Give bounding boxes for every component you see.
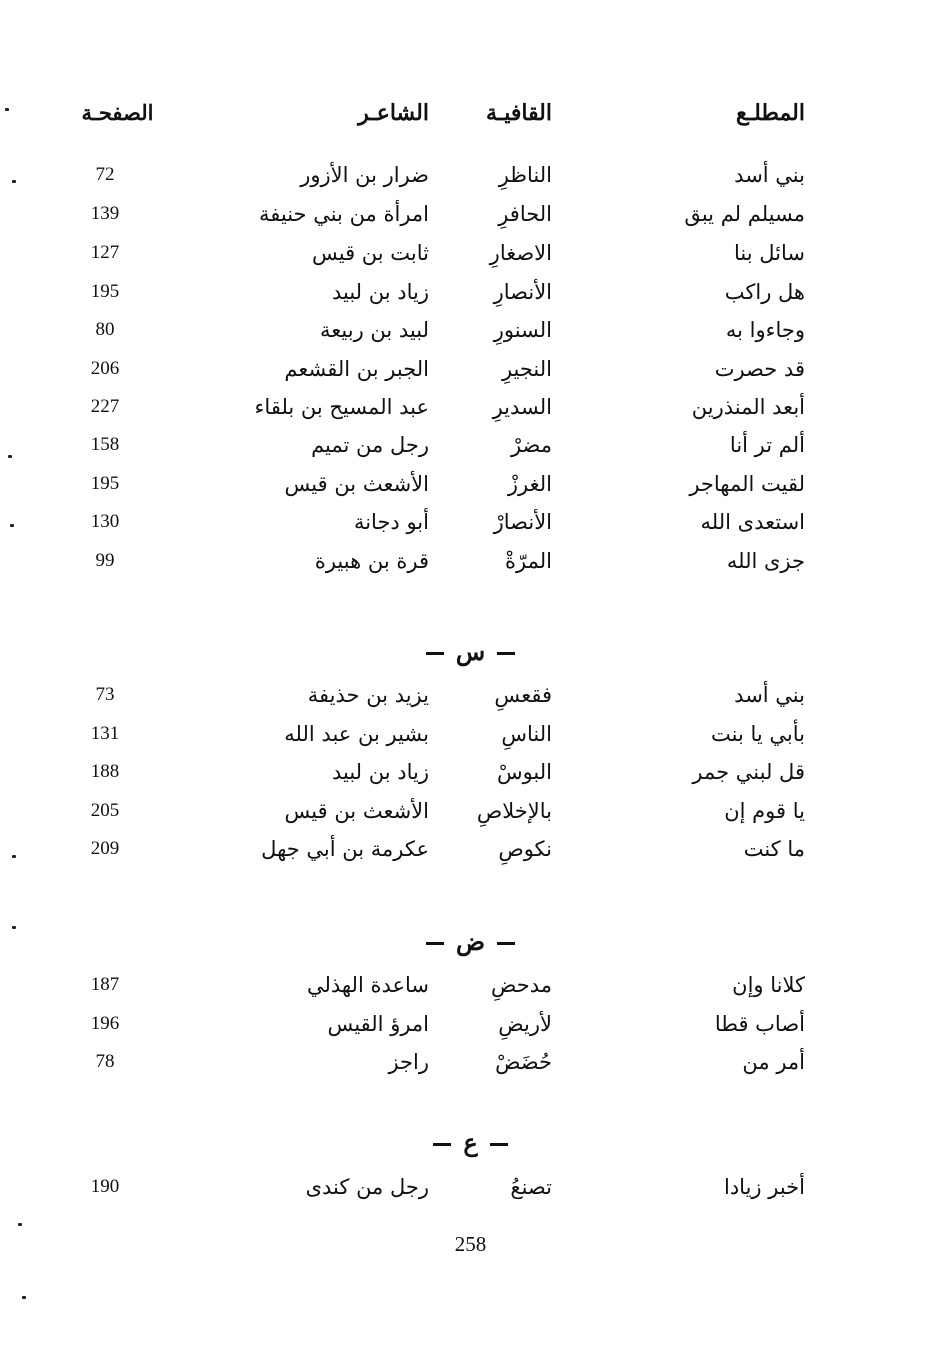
page-cell: 187 — [90, 974, 120, 995]
dash — [426, 942, 444, 945]
table-row — [0, 352, 941, 386]
header-qafia: القافيـة — [485, 100, 552, 126]
header-matla: المطلـع — [735, 100, 805, 126]
matla-cell: كلانا وإن — [732, 973, 805, 997]
scan-speck — [18, 1223, 22, 1226]
poet-cell: ثابت بن قيس — [311, 241, 429, 265]
section-heading — [0, 927, 941, 956]
page-cell: 72 — [95, 164, 115, 185]
scan-speck — [12, 855, 16, 858]
table-row — [0, 1007, 941, 1041]
poet-cell: زياد بن لبيد — [331, 760, 429, 784]
qafia-cell: الغرزْ — [507, 472, 552, 496]
matla-cell: أبعد المنذرين — [691, 395, 805, 419]
section-letter: ض — [455, 927, 485, 956]
section-heading — [0, 1128, 941, 1157]
matla-cell: مسيلم لم يبق — [684, 202, 805, 226]
poet-cell: الأشعث بن قيس — [284, 472, 429, 496]
matla-cell: بني أسد — [734, 163, 805, 187]
table-row — [0, 158, 941, 192]
page-cell: 209 — [90, 838, 120, 859]
poet-cell: الجبر بن القشعم — [284, 357, 429, 381]
qafia-cell: النجيرِ — [501, 357, 552, 381]
qafia-cell: لأريضِ — [498, 1012, 552, 1036]
poet-cell: يزيد بن حذيفة — [307, 683, 429, 707]
qafia-cell: حُضَضْ — [495, 1050, 552, 1074]
page-cell: 131 — [90, 723, 120, 744]
table-row — [0, 505, 941, 539]
poet-cell: زياد بن لبيد — [331, 280, 429, 304]
page-cell: 99 — [95, 550, 115, 571]
qafia-cell: السنورِ — [493, 318, 552, 342]
poet-cell: امرأة من بني حنيفة — [259, 202, 429, 226]
qafia-cell: تصنعُ — [510, 1175, 552, 1199]
page-cell: 158 — [90, 434, 120, 455]
dash — [426, 652, 444, 655]
scan-speck — [8, 455, 12, 458]
poet-cell: رجل من تميم — [311, 433, 429, 457]
table-row — [0, 968, 941, 1002]
matla-cell: بني أسد — [734, 683, 805, 707]
table-header — [0, 96, 941, 130]
page-number: 258 — [454, 1232, 487, 1256]
dash — [497, 942, 515, 945]
qafia-cell: الاصغارِ — [489, 241, 552, 265]
page-cell: 190 — [90, 1176, 120, 1197]
table-row — [0, 832, 941, 866]
matla-cell: وجاءوا به — [725, 318, 805, 342]
poet-cell: لبيد بن ربيعة — [320, 318, 429, 342]
page-cell: 205 — [90, 800, 120, 821]
table-row — [0, 544, 941, 578]
page-cell: 130 — [90, 511, 120, 532]
table-row — [0, 428, 941, 462]
qafia-cell: السديرِ — [492, 395, 552, 419]
qafia-cell: مدحضِ — [491, 973, 552, 997]
header-shaer: الشاعـر — [358, 100, 429, 126]
page-cell: 206 — [90, 358, 120, 379]
page-cell: 188 — [90, 761, 120, 782]
table-row — [0, 390, 941, 424]
table-row — [0, 313, 941, 347]
table-row — [0, 794, 941, 828]
qafia-cell: الأنصارِ — [493, 280, 552, 304]
poet-cell: أبو دجانة — [353, 510, 429, 534]
matla-cell: يا قوم إن — [724, 799, 805, 823]
table-row — [0, 275, 941, 309]
matla-cell: قل لبني جمر — [692, 760, 805, 784]
table-row — [0, 1045, 941, 1079]
table-row — [0, 1170, 941, 1204]
page-cell: 127 — [90, 242, 120, 263]
page-cell: 196 — [90, 1013, 120, 1034]
scan-speck — [12, 180, 16, 183]
qafia-cell: المرّةْ — [505, 549, 552, 573]
poet-cell: راجز — [388, 1050, 429, 1074]
scan-speck — [22, 1296, 26, 1299]
qafia-cell: فقعسِ — [494, 683, 552, 707]
qafia-cell: الناسِ — [501, 722, 552, 746]
section-letter: س — [455, 637, 486, 666]
table-row — [0, 755, 941, 789]
qafia-cell: نكوصِ — [498, 837, 552, 861]
qafia-cell: الناظرِ — [498, 163, 552, 187]
page-cell: 227 — [90, 396, 120, 417]
dash — [490, 1143, 508, 1146]
poet-cell: امرؤ القيس — [327, 1012, 429, 1036]
poet-cell: عكرمة بن أبي جهل — [261, 837, 429, 861]
poet-cell: قرة بن هبيرة — [314, 549, 429, 573]
matla-cell: أمر من — [742, 1050, 805, 1074]
header-page: الصفحـة — [81, 100, 154, 125]
poet-cell: ضرار بن الأزور — [300, 163, 429, 187]
page-cell: 78 — [95, 1051, 115, 1072]
poet-cell: ساعدة الهذلي — [306, 973, 429, 997]
qafia-cell: الأنصارْ — [493, 510, 552, 534]
dash — [433, 1143, 451, 1146]
scan-speck — [10, 524, 14, 527]
qafia-cell: الحافرِ — [498, 202, 552, 226]
table-row — [0, 236, 941, 270]
dash — [497, 652, 515, 655]
qafia-cell: بالإخلاصِ — [476, 799, 552, 823]
page-cell: 73 — [95, 684, 115, 705]
qafia-cell: البوسْ — [496, 760, 552, 784]
table-row — [0, 197, 941, 231]
matla-cell: قد حصرت — [714, 357, 805, 381]
matla-cell: استعدى الله — [700, 510, 805, 534]
page-cell: 195 — [90, 281, 120, 302]
page-cell: 195 — [90, 473, 120, 494]
matla-cell: أصاب قطا — [714, 1012, 805, 1036]
page-cell: 139 — [90, 203, 120, 224]
scan-speck — [12, 926, 16, 929]
table-row — [0, 717, 941, 751]
poet-cell: الأشعث بن قيس — [284, 799, 429, 823]
table-row — [0, 678, 941, 712]
poet-cell: بشير بن عبد الله — [284, 722, 429, 746]
section-letter: ع — [463, 1128, 478, 1157]
matla-cell: أخبر زيادا — [724, 1175, 805, 1199]
matla-cell: ألم تر أنا — [729, 433, 805, 457]
poet-cell: رجل من كندى — [305, 1175, 429, 1199]
matla-cell: سائل بنا — [734, 241, 805, 265]
matla-cell: جزى الله — [726, 549, 805, 573]
matla-cell: ما كنت — [743, 837, 805, 861]
matla-cell: لقيت المهاجر — [689, 472, 805, 496]
table-row — [0, 467, 941, 501]
section-heading — [0, 637, 941, 666]
scan-speck — [5, 108, 9, 111]
poet-cell: عبد المسيح بن بلقاء — [254, 395, 429, 419]
matla-cell: هل راكب — [724, 280, 805, 304]
page-cell: 80 — [95, 319, 115, 340]
qafia-cell: مضرْ — [510, 433, 552, 457]
matla-cell: بأبي يا بنت — [711, 722, 805, 746]
